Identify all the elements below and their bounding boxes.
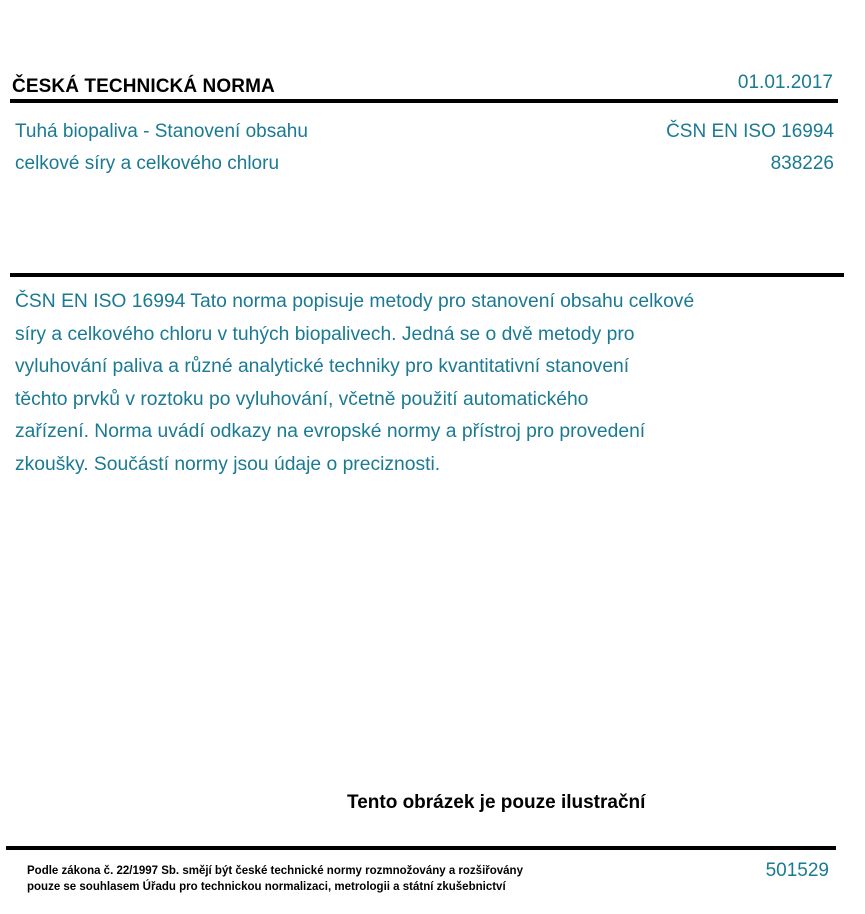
abstract-line: zařízení. Norma uvádí odkazy na evropské normy a přístroj pro provedení [15,421,646,443]
footer-divider [6,846,836,850]
standard-code: ČSN EN ISO 16994 [666,121,834,142]
abstract-text [15,286,805,482]
document-codes [666,116,834,180]
abstract-line: zkoušky. Součástí normy jsou údaje o preciznosti. [15,453,441,475]
document-title-line: celkové síry a celkového chloru [15,153,280,174]
legal-line: pouze se souhlasem Úřadu pro technickou normalizaci, metrologii a státní zkušebnictví [27,881,506,893]
legal-line: Podle zákona č. 22/1997 Sb. smějí být české technické normy rozmnožovány a rozšiřovány [27,865,523,877]
abstract-line: síry a celkového chloru v tuhých biopalivech. Jedná se o dvě metody pro [15,323,635,345]
section-divider [10,273,844,277]
legal-notice [27,863,647,895]
classification-code: 838226 [770,153,834,174]
header-title: ČESKÁ TECHNICKÁ NORMA [12,76,275,97]
abstract-line: ČSN EN ISO 16994 Tato norma popisuje metody pro stanovení obsahu celkové [15,291,695,312]
document-title [15,116,435,180]
abstract-line: těchto prvků v roztoku po vyluhování, včetně použití automatického [15,388,589,410]
header-divider [10,99,838,103]
document-title-line: Tuhá biopaliva - Stanovení obsahu [15,121,308,142]
publication-date: 01.01.2017 [737,72,833,93]
illustration-notice: Tento obrázek je pouze ilustrační [347,792,646,813]
catalog-number: 501529 [765,860,829,881]
abstract-line: vyluhování paliva a různé analytické techniky pro kvantitativní stanovení [15,356,630,378]
